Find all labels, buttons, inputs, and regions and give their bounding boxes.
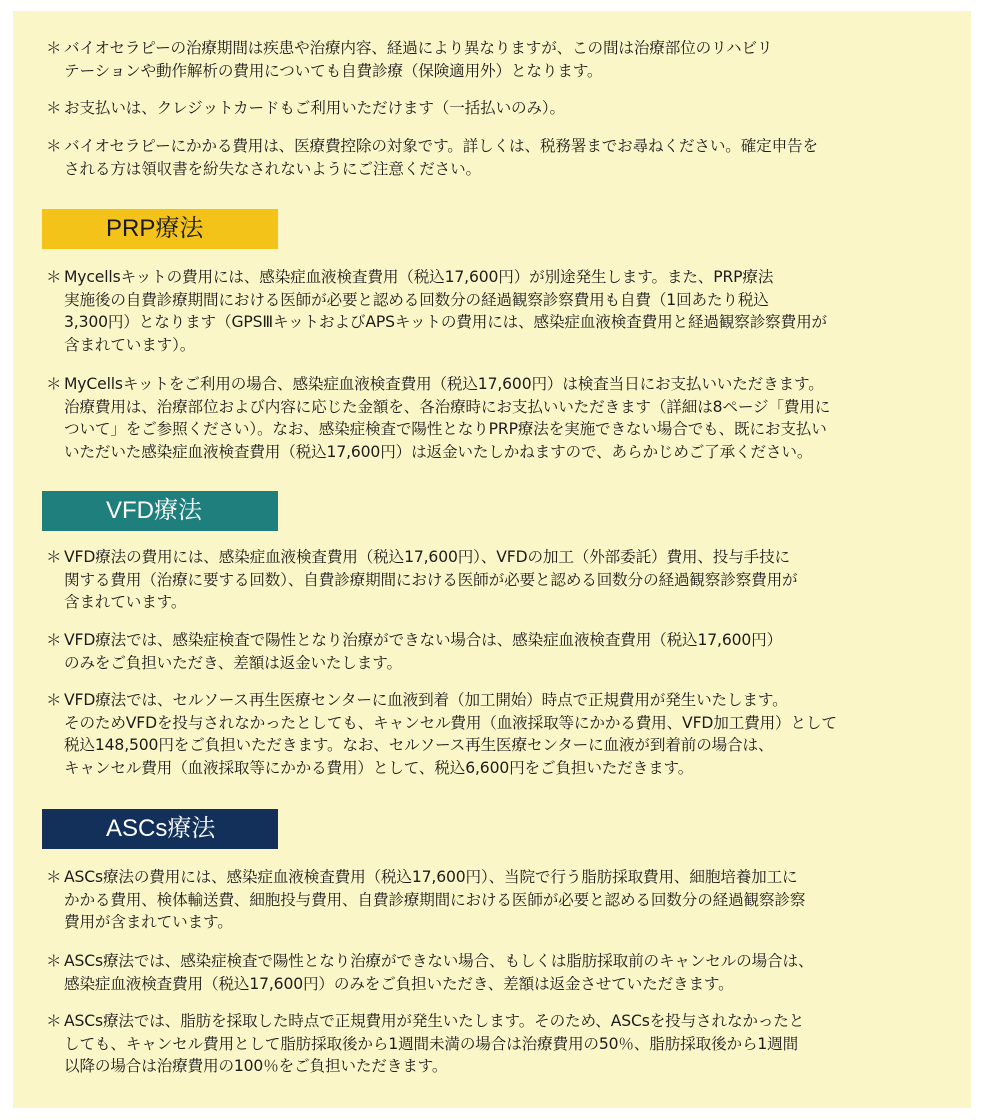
- section-heading-vfd: VFD療法: [42, 491, 278, 531]
- vfd-note-3: [46, 689, 964, 779]
- general-note-1: [46, 37, 964, 82]
- ascs-note-2: [46, 950, 964, 995]
- bullet-mark: ＊: [46, 691, 62, 709]
- note-text: ASCs療法の費用には、感染症血液検査費用（税込17,600円）、当院で行う脂肪採取費用、細胞培養加工に かかる費用、検体輸送費、細胞投与費用、自費診療期間における医師が必要と認める回数分の経過観察診察 費用が含まれています。: [64, 868, 806, 931]
- note-text: VFD療法の費用には、感染症血液検査費用（税込17,600円）、VFDの加工（外部委託）費用、投与手技に 関する費用（治療に要する回数）、自費診療期間における医師が必要と認める回数分の経過観察診察費用が 含まれています。: [64, 548, 798, 611]
- general-note-2: [46, 97, 964, 120]
- bullet-mark: ＊: [46, 268, 62, 286]
- note-text: バイオセラピーの治療期間は疾患や治療内容、経過により異なりますが、この間は治療部位のリハビリ テーションや動作解析の費用についても自費診療（保険適用外）となります。: [64, 39, 773, 80]
- bullet-mark: ＊: [46, 631, 62, 649]
- note-text: ASCs療法では、脂肪を採取した時点で正規費用が発生いたします。そのため、ASCsを投与されなかったと しても、キャンセル費用として脂肪採取後から1週間未満の場合は治療費用の50％、脂肪採取後から1週間 以降の場合は治療費用の100％をご負担いただきます。: [64, 1012, 805, 1075]
- note-text: VFD療法では、セルソース再生医療センターに血液到着（加工開始）時点で正規費用が発生いたします。 そのためVFDを投与されなかったとしても、キャンセル費用（血液採取等にかかる費用、VFD加工費用）として 税込148,500円をご負担いただきます。なお、セルソース再生医療センターに血液が到着前の場合は、 キャンセル費用（血液採取等にかかる費用）として、税込6,600円をご負担いただきます。: [64, 691, 837, 777]
- section-heading-ascs: ASCs療法: [42, 809, 278, 849]
- bullet-mark: ＊: [46, 952, 62, 970]
- note-text: ASCs療法では、感染症検査で陽性となり治療ができない場合、もしくは脂肪採取前のキャンセルの場合は、 感染症血液検査費用（税込17,600円）のみをご負担いただき、差額は返金させていただきます。: [64, 952, 814, 993]
- note-text: VFD療法では、感染症検査で陽性となり治療ができない場合は、感染症血液検査費用（税込17,600円） のみをご負担いただき、差額は返金いたします。: [64, 631, 783, 672]
- note-text: お支払いは、クレジットカードもご利用いただけます（一括払いのみ）。: [64, 99, 565, 117]
- ascs-note-3: [46, 1010, 964, 1078]
- vfd-note-1: [46, 546, 964, 614]
- section-heading-prp: PRP療法: [42, 209, 278, 249]
- vfd-note-2: [46, 629, 964, 674]
- bullet-mark: ＊: [46, 1012, 62, 1030]
- bullet-mark: ＊: [46, 39, 62, 57]
- note-text: MyCellsキットをご利用の場合、感染症血液検査費用（税込17,600円）は検査当日にお支払いいただきます。 治療費用は、治療部位および内容に応じた金額を、各治療時にお支払いいただきます（詳細は8ページ「費用に ついて」をご参照ください）。なお、感染症検査で陽性となりPRP療法を実施できない場合でも、既にお支払い いただいた感染症血液検査費用（税込17,600円）は返金いたしかねますので、あらかじめご了承ください。: [64, 375, 831, 461]
- bullet-mark: ＊: [46, 548, 62, 566]
- ascs-note-1: [46, 866, 964, 934]
- bullet-mark: ＊: [46, 375, 62, 393]
- bullet-mark: ＊: [46, 99, 62, 117]
- bullet-mark: ＊: [46, 868, 62, 886]
- prp-note-2: [46, 373, 964, 463]
- bullet-mark: ＊: [46, 137, 62, 155]
- prp-note-1: [46, 266, 964, 356]
- note-text: バイオセラピーにかかる費用は、医療費控除の対象です。詳しくは、税務署までお尋ねください。確定申告を される方は領収書を紛失なされないようにご注意ください。: [64, 137, 818, 178]
- note-text: Mycellsキットの費用には、感染症血液検査費用（税込17,600円）が別途発生します。また、PRP療法 実施後の自費診療期間における医師が必要と認める回数分の経過観察診察費用も自費（1回あたり税込 3,300円）となります（GPSⅢキットおよびAPSキットの費用には、感染症血液検査費用と経過観察診察費用が 含まれています）。: [64, 268, 827, 354]
- general-note-3: [46, 135, 964, 180]
